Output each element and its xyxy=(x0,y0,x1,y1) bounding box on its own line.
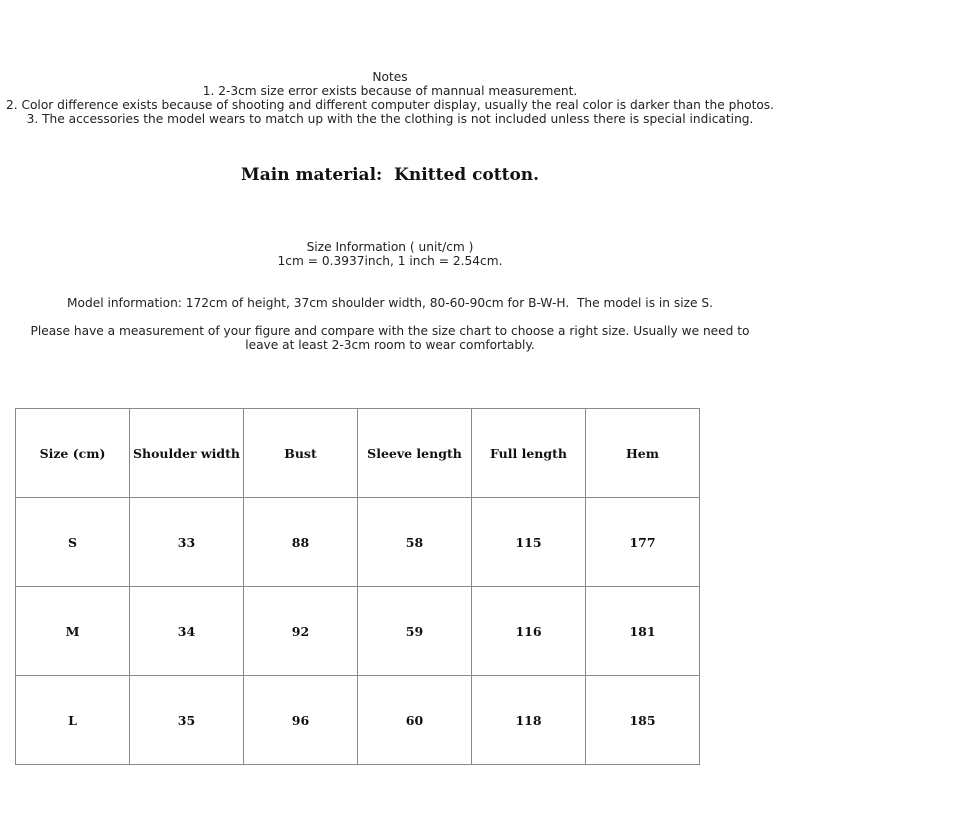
table-cell: 118 xyxy=(472,676,586,765)
table-header-cell: Hem xyxy=(586,409,700,498)
table-cell: 181 xyxy=(586,587,700,676)
notes-section xyxy=(0,70,780,126)
table-cell: 58 xyxy=(358,498,472,587)
table-header-cell: Sleeve length xyxy=(358,409,472,498)
table-row xyxy=(16,587,700,676)
note-item: 1. 2-3cm size error exists because of mannual measurement. xyxy=(202,84,578,98)
table-cell: 35 xyxy=(130,676,244,765)
table-cell: 59 xyxy=(358,587,472,676)
unit-conversion-text: 1cm = 0.3937inch, 1 inch = 2.54cm. xyxy=(277,254,503,268)
model-information-text: Model information: 172cm of height, 37cm shoulder width, 80-60-90cm for B-W-H. The model is in size S. xyxy=(66,296,714,310)
table-cell: 96 xyxy=(244,676,358,765)
table-cell: L xyxy=(16,676,130,765)
table-cell: 34 xyxy=(130,587,244,676)
note-item: 3. The accessories the model wears to match up with the the clothing is not included unless there is special indicating. xyxy=(26,112,754,126)
main-material-heading: Main material: Knitted cotton. xyxy=(240,165,540,185)
table-header-cell: Full length xyxy=(472,409,586,498)
size-information-section xyxy=(0,240,780,268)
table-row xyxy=(16,676,700,765)
sizing-advice-text: Please have a measurement of your figure and compare with the size chart to choose a right size. Usually we need to leave at least 2-3cm room to wear comfortably. xyxy=(30,324,750,352)
notes-title: Notes xyxy=(372,70,408,84)
table-cell: 185 xyxy=(586,676,700,765)
table-cell: 92 xyxy=(244,587,358,676)
table-cell: 88 xyxy=(244,498,358,587)
size-info-title: Size Information ( unit/cm ) xyxy=(306,240,474,254)
table-header-cell: Bust xyxy=(244,409,358,498)
table-cell: 116 xyxy=(472,587,586,676)
table-cell: 33 xyxy=(130,498,244,587)
table-header-cell: Shoulder width xyxy=(130,409,244,498)
table-cell: 177 xyxy=(586,498,700,587)
table-cell: 115 xyxy=(472,498,586,587)
note-item: 2. Color difference exists because of shooting and different computer display, usually the real color is darker than the photos. xyxy=(5,98,775,112)
table-header-row xyxy=(16,409,700,498)
size-chart-table xyxy=(15,408,700,765)
table-row xyxy=(16,498,700,587)
table-header-cell: Size (cm) xyxy=(16,409,130,498)
table-cell: 60 xyxy=(358,676,472,765)
table-cell: M xyxy=(16,587,130,676)
table-cell: S xyxy=(16,498,130,587)
